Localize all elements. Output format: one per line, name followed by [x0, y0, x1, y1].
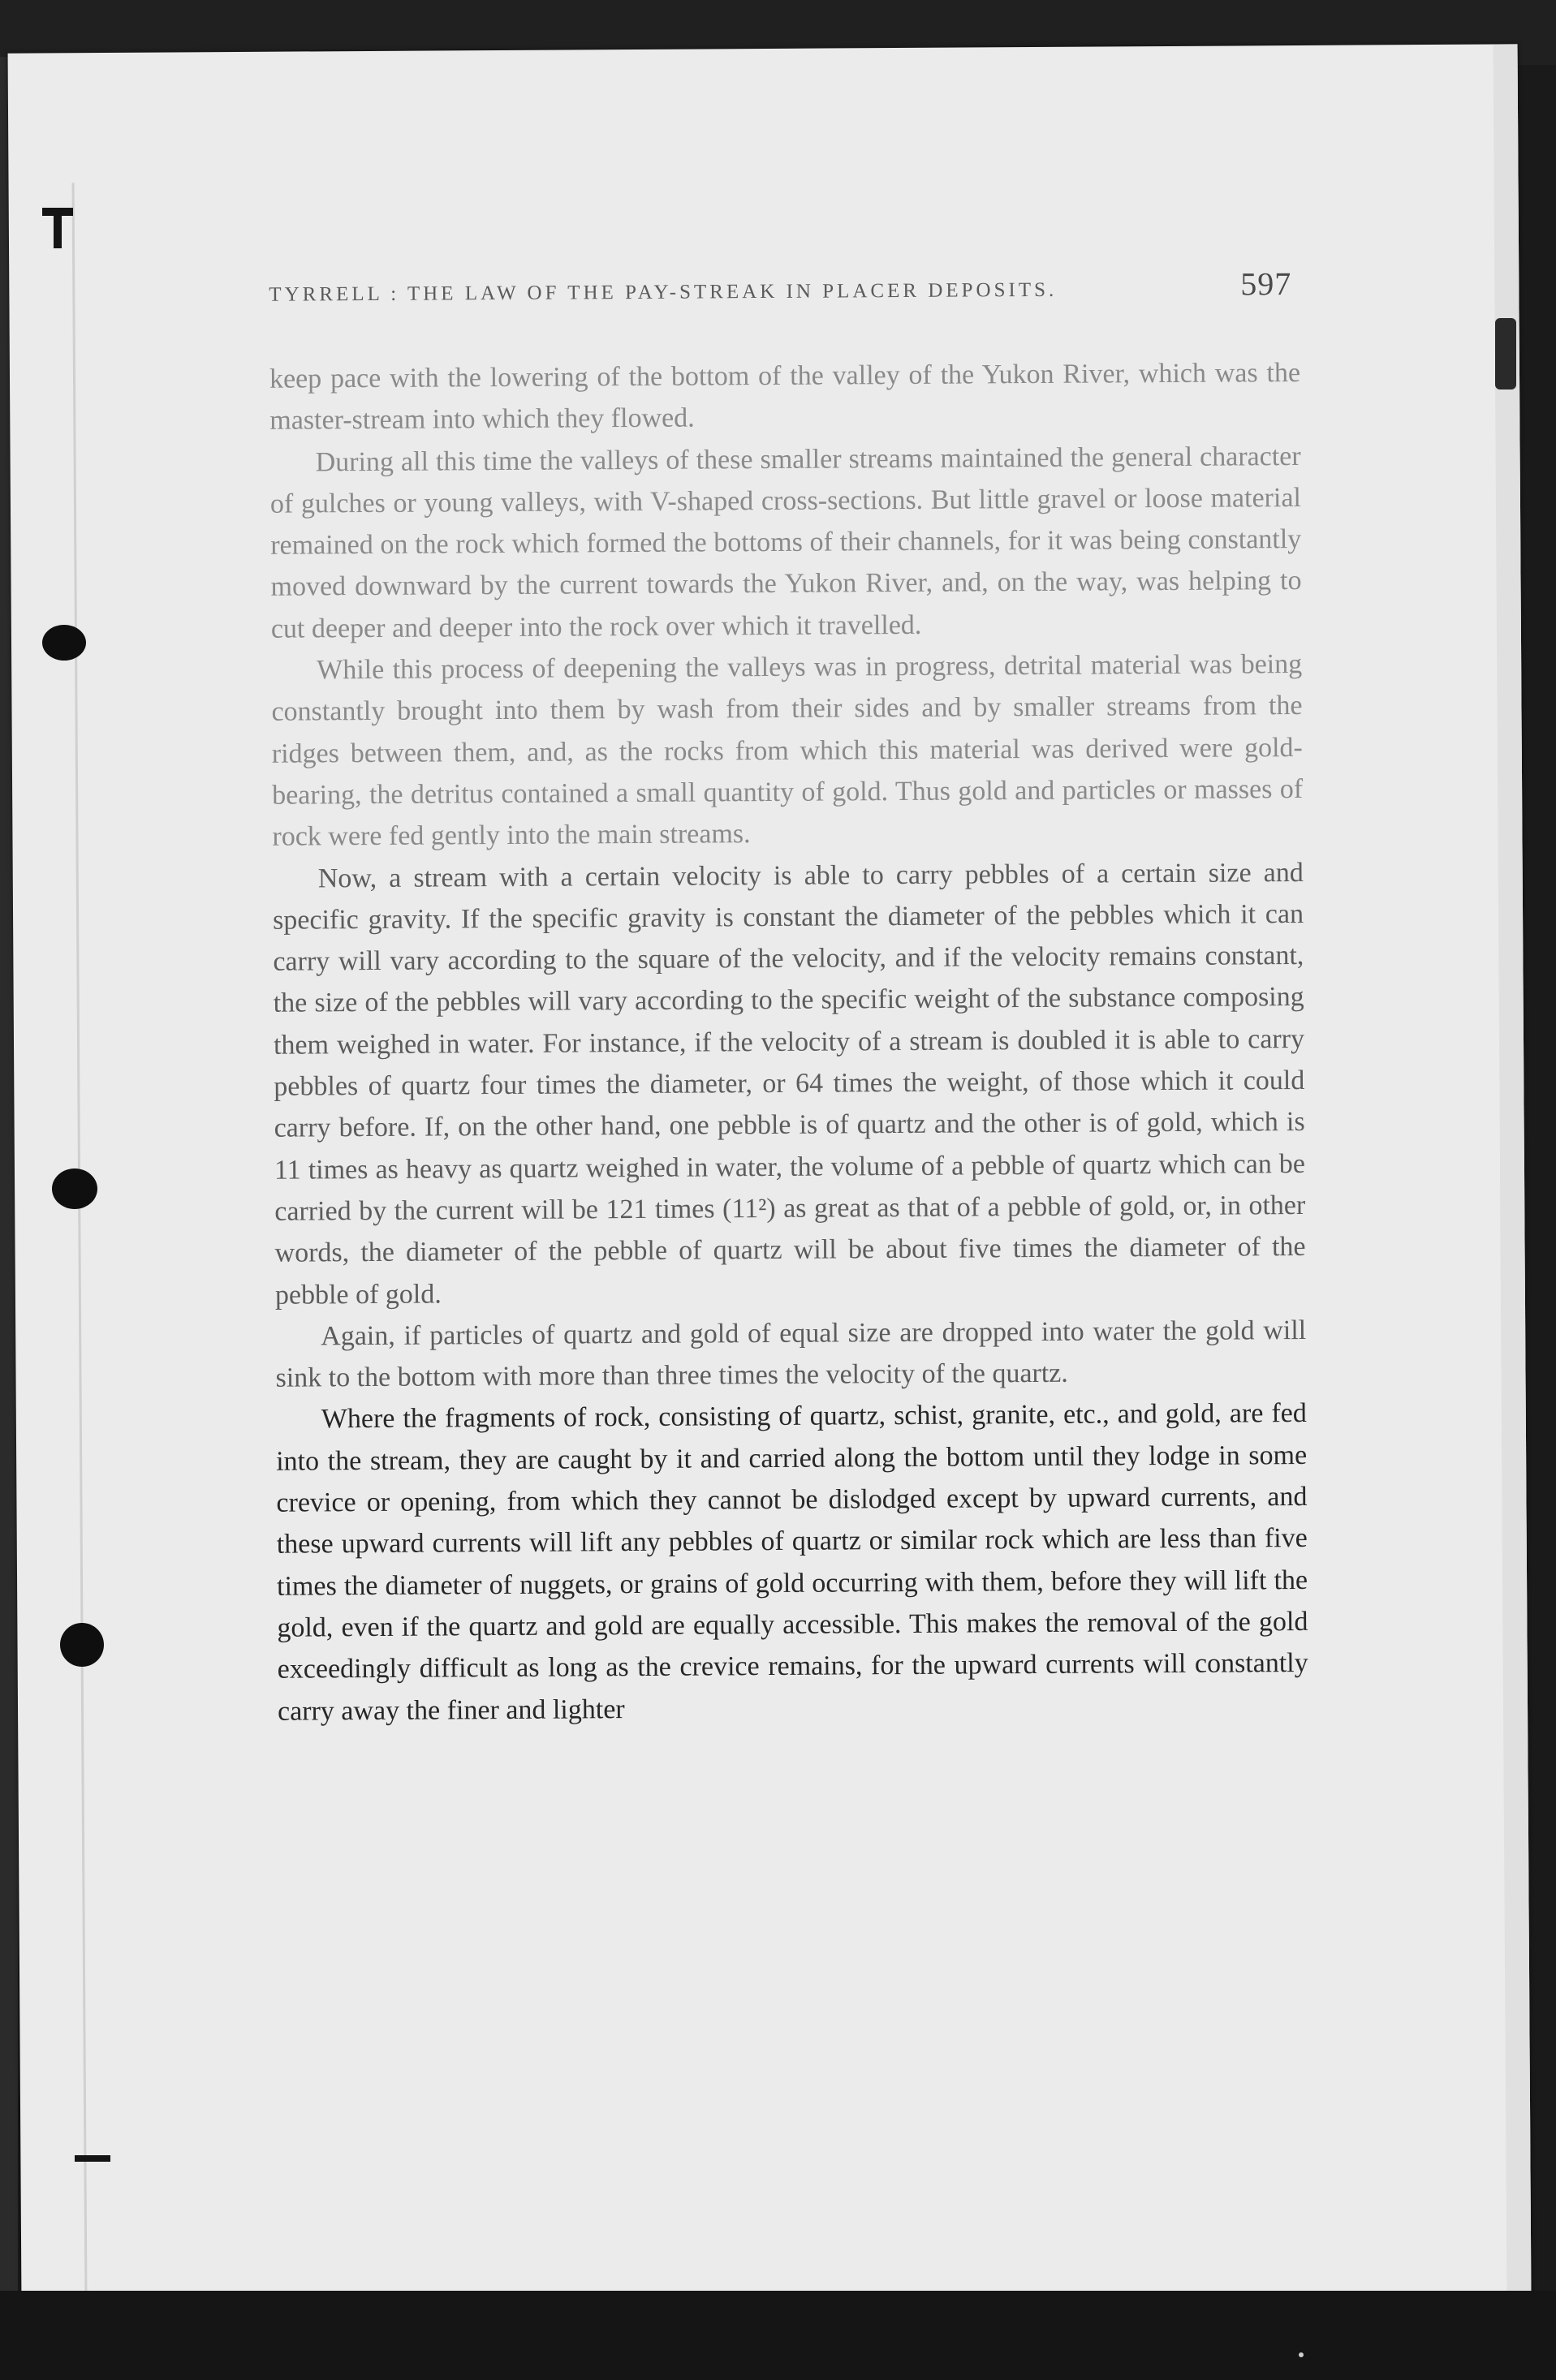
paragraph-continuation: keep pace with the lowering of the bottom of the valley of the Yukon River, which was the master-stream into which they flowed. — [269, 357, 1301, 437]
binding-hole — [60, 1623, 104, 1667]
article-body — [269, 352, 1308, 1732]
scan-dust-dot — [1299, 2352, 1304, 2357]
running-header — [269, 265, 1291, 309]
binding-hole — [52, 1168, 97, 1209]
paragraph-now: Now, a stream with a certain velocity is able to carry pebbles of a certain size and specific gravity. If the specific gravity is constant the diameter of the pebbles which it can carry will vary according to the square of the velocity, and if the velocity remains constant, the size of the pebbles will vary according to the specific weight of the substance composing them weighed in water. For instance, if the velocity of a stream is doubled it is able to carry pebbles of quartz four times the diameter, or 64 times the weight, of those which it could carry before. If, on the other hand, one pebble is of quartz and the other is of gold, which is 11 times as heavy as quartz weighed in water, the volume of a pebble of quartz which can be carried by the current will be 121 times (11²) as great as that of a pebble of gold, or, in other words, the diameter of the pebble of quartz will be about five times the diameter of the pebble of gold. — [272, 857, 1306, 1311]
paragraph-during: During all this time the valleys of these smaller streams maintained the general character of gulches or young valleys, with V-shaped cross-sections. But little gravel or loose material remained on the rock which formed the bottoms of their channels, for it was being constantly moved downward by the current towards the Yukon River, and, on the way, was helping to cut deeper and deeper into the rock over which it travelled. — [269, 441, 1302, 644]
book-page — [8, 44, 1532, 2300]
scan-smudge — [1495, 318, 1516, 389]
binding-edge-line — [72, 183, 88, 2309]
binding-hole — [42, 625, 86, 661]
page-number: 597 — [1240, 265, 1292, 303]
paragraph-again: Again, if particles of quartz and gold of equal size are dropped into water the gold will sink to the bottom with more than three times the velocity of the quartz. — [275, 1315, 1307, 1393]
binding-tab-mark — [75, 2155, 110, 2162]
paragraph-where: Where the fragments of rock, consisting of quartz, schist, granite, etc., and gold, are fed into the stream, they are caught by it and carried along the bottom until they lodge in some crevice or opening, from which they cannot be dislodged except by upward currents, and these upward currents will lift any pebbles of quartz or similar rock which are less than five times the diameter of nuggets, or grains of gold occurring with them, before they will lift the gold, even if the quartz and gold are equally accessible. This makes the removal of the gold exceedingly difficult as long as the crevice remains, for the upward currents will constantly carry away the finer and lighter — [276, 1398, 1308, 1727]
paragraph-while: While this process of deepening the valleys was in progress, detrital material was being constantly brought into them by wash from their sides and by smaller streams from the ridges between them, and, as the rocks from which this material was derived were gold-bearing, the detritus contained a small quantity of gold. Thus gold and particles or masses of rock were fed gently into the main streams. — [271, 649, 1304, 852]
running-head-title: TYRRELL : THE LAW OF THE PAY-STREAK IN PLACER DEPOSITS. — [269, 278, 1058, 306]
binding-tab-mark — [54, 208, 62, 248]
scanner-bottom-margin — [0, 2291, 1556, 2380]
